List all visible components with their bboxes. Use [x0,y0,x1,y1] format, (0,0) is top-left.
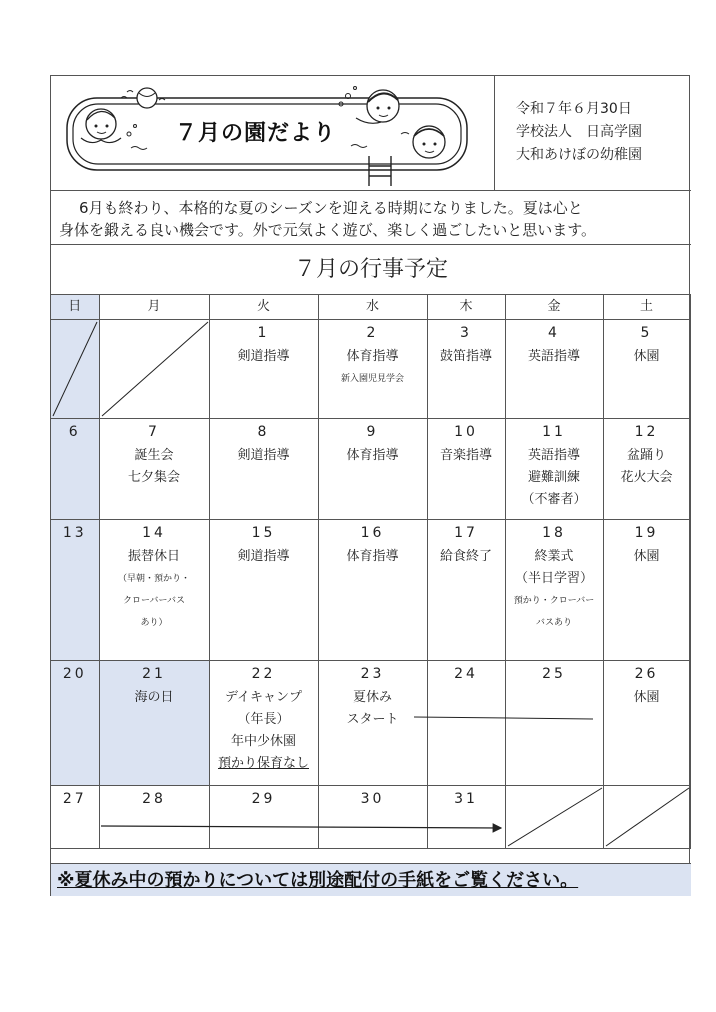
weekday-tue: 火 [209,295,318,320]
issue-date: 令和７年６月30日 [516,101,632,117]
calendar-day-cell [427,786,505,849]
calendar-day-cell [209,786,318,849]
event-text: 英語指導 [527,349,580,364]
calendar-day-cell [99,661,209,786]
calendar-day-cell [427,520,505,661]
event-note: クローバーバス [122,596,186,606]
event-text: （年長） [237,712,290,727]
event-text: 剣道指導 [237,349,290,364]
event-text: 避難訓練 [527,470,580,485]
day-number: 11 [542,424,566,440]
diagonal-slash [100,320,210,418]
footer-notice: ※夏休み中の預かりについては別途配付の手紙をご覧ください。 [51,863,691,896]
calendar-day-cell [318,520,427,661]
day-number: 28 [142,791,166,807]
day-number: 13 [62,525,87,541]
calendar-day-cell [209,320,318,419]
day-number: 24 [454,666,478,682]
day-number: 18 [542,525,566,541]
day-number: 14 [142,525,166,541]
calendar-day-cell [318,786,427,849]
event-text: 振替休日 [127,549,180,564]
event-text: 誕生会 [134,448,174,463]
event-text: 海の日 [134,690,174,705]
day-number: 10 [454,424,478,440]
weekday-fri: 金 [505,295,603,320]
weekday-sat: 土 [603,295,690,320]
event-text: 鼓笛指導 [439,349,492,364]
day-number: 12 [634,424,659,440]
schedule-title: ７月の行事予定 [51,245,691,295]
day-number: 29 [251,791,276,807]
event-text: 七夕集会 [127,470,180,485]
event-text: 休園 [633,349,660,364]
calendar-empty-cell [505,786,603,849]
event-note: バスあり [535,618,572,628]
calendar-day-cell [51,786,99,849]
weekday-wed: 水 [318,295,427,320]
calendar-empty-cell [51,320,99,419]
calendar-day-cell [99,419,209,520]
event-note: （早朝・預かり・ [117,574,190,584]
day-number: 15 [251,525,276,541]
event-text: 剣道指導 [237,448,290,463]
event-note-underlined: 預かり保育なし [217,756,309,771]
calendar-day-cell [99,520,209,661]
calendar-empty-cell [603,786,690,849]
event-text: 音楽指導 [439,448,492,463]
calendar-day-cell [603,320,690,419]
day-number: 30 [360,791,385,807]
day-number: 26 [634,666,659,682]
calendar-day-cell [209,520,318,661]
calendar-week-row [51,320,690,419]
day-number: 7 [148,424,160,440]
calendar-day-cell [209,661,318,786]
day-number: 2 [366,325,379,341]
weekday-header-row [51,295,690,320]
day-number: 9 [366,424,379,440]
day-number: 6 [68,424,81,440]
weekday-thu: 木 [427,295,505,320]
day-number: 21 [142,666,166,682]
organization-name: 学校法人 日高学園 [516,124,642,140]
day-number: 4 [548,325,560,341]
day-number: 16 [360,525,385,541]
intro-line-2: 身体を鍛える良い機会です。外で元気よく遊び、楽しく過ごしたいと思います。 [59,221,597,239]
calendar-day-cell [505,520,603,661]
header [51,76,691,191]
calendar-day-cell [603,661,690,786]
event-text: 花火大会 [620,470,673,485]
calendar-day-cell [51,419,99,520]
calendar-day-cell [427,419,505,520]
calendar-week-row [51,520,690,661]
event-text: スタート [346,712,399,727]
day-number: 31 [454,791,478,807]
event-note: あり） [140,618,168,628]
event-text: 給食終了 [439,549,492,564]
calendar-day-cell [318,419,427,520]
weekday-mon: 月 [99,295,209,320]
calendar-day-cell [505,419,603,520]
calendar-empty-cell [99,320,209,419]
event-text: 盆踊り [626,448,666,463]
calendar-day-cell [505,661,603,786]
diagonal-slash [604,786,691,848]
event-text: 体育指導 [346,448,399,463]
event-text: 終業式 [534,549,574,564]
calendar-day-cell [51,661,99,786]
calendar-day-cell [603,419,690,520]
title-banner [51,76,495,190]
calendar-day-cell [603,520,690,661]
day-number: 8 [257,424,270,440]
intro-message [51,191,691,245]
newsletter-frame [50,75,690,896]
event-text: 年中少休園 [230,734,296,749]
day-number: 5 [640,325,653,341]
diagonal-slash [506,786,604,848]
event-text: 休園 [633,549,660,564]
event-text: 英語指導 [527,448,580,463]
day-number: 20 [62,666,87,682]
diagonal-slash [51,320,99,418]
event-text: 剣道指導 [237,549,290,564]
day-number: 23 [360,666,385,682]
event-text: 夏休み [352,690,392,705]
calendar-week-row [51,786,690,849]
weekday-sun: 日 [51,295,99,320]
school-name: 大和あけぼの幼稚園 [516,147,642,163]
calendar-day-cell [51,520,99,661]
newsletter-title: ７月の園だより [175,121,337,146]
calendar-day-cell [427,661,505,786]
calendar-day-cell [99,786,209,849]
event-text: （半日学習） [514,571,593,586]
event-text: デイキャンプ [224,690,303,705]
day-number: 19 [634,525,659,541]
calendar-day-cell [318,661,427,786]
day-number: 1 [257,325,270,341]
intro-line-1: 6月も終わり、本格的な夏のシーズンを迎える時期になりました。夏は心と [79,199,583,217]
calendar-day-cell [318,320,427,419]
calendar-day-cell [505,320,603,419]
event-text: （不審者） [521,492,587,507]
day-number: 27 [62,791,87,807]
event-note: 預かり・クローバー [513,596,595,606]
event-note: 新入園児見学会 [340,374,404,384]
calendar-week-row [51,661,690,786]
day-number: 22 [251,666,276,682]
calendar-day-cell [209,419,318,520]
calendar-day-cell [427,320,505,419]
day-number: 3 [460,325,472,341]
event-text: 休園 [633,690,660,705]
event-text: 体育指導 [346,349,399,364]
day-number: 17 [454,525,478,541]
event-calendar [51,295,691,849]
event-text: 体育指導 [346,549,399,564]
calendar-week-row [51,419,690,520]
day-number: 25 [542,666,566,682]
issue-info [516,98,642,167]
